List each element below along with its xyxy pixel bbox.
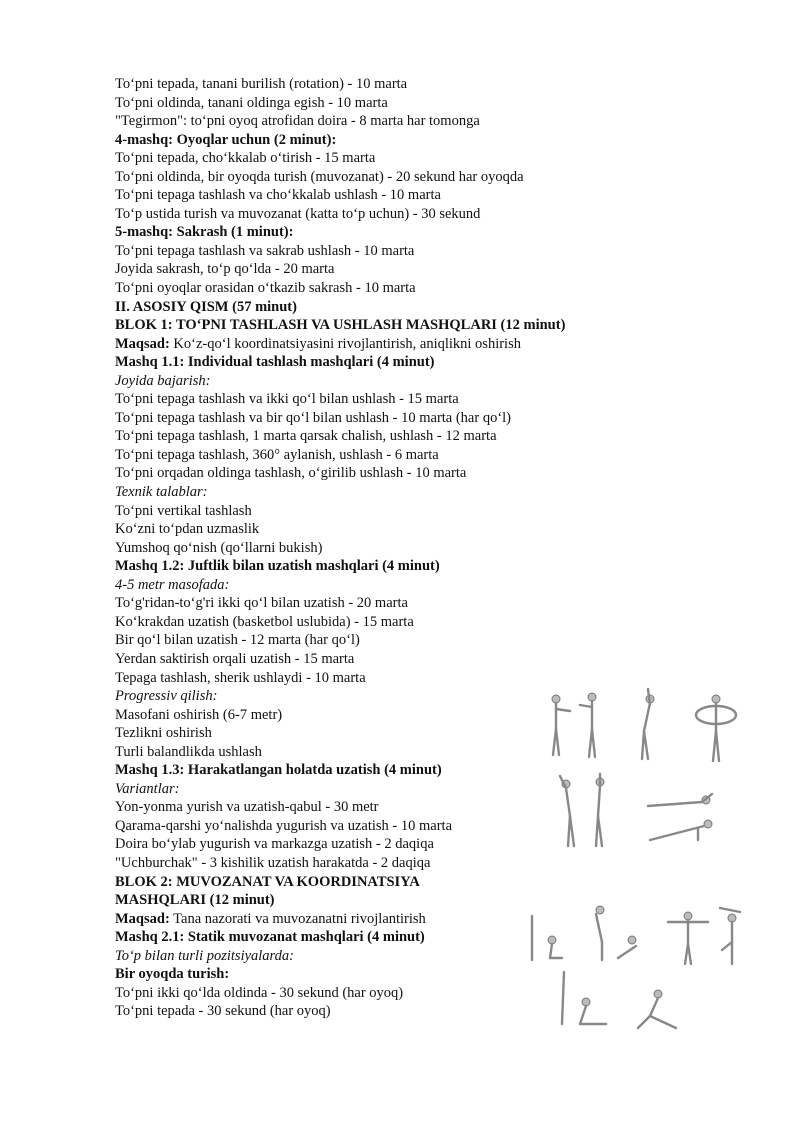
line-text: Tana nazorati va muvozanatni rivojlantirish <box>169 910 426 927</box>
gymnast-figures-icon <box>548 772 728 852</box>
text-line: MASHQLARI (12 minut) <box>115 892 275 909</box>
text-line: Mashq 1.2: Juftlik bilan uzatish mashqlari (4 minut) <box>115 558 440 575</box>
text-line: To‘g'ridan-to‘g'ri ikki qo‘l bilan uzatish - 20 marta <box>115 595 408 612</box>
text-line: Mashq 1.3: Harakatlangan holatda uzatish (4 minut) <box>115 762 442 779</box>
text-line: Texnik talablar: <box>115 484 208 501</box>
text-line: Turli balandlikda ushlash <box>115 743 262 760</box>
text-line: BLOK 2: MUVOZANAT VA KOORDINATSIYA <box>115 873 420 890</box>
text-line: "Tegirmon": to‘pni oyoq atrofidan doira - 8 marta har tomonga <box>115 113 480 130</box>
text-line: To‘pni tepaga tashlash, 360° aylanish, ushlash - 6 marta <box>115 446 439 463</box>
line-label: Maqsad: <box>115 910 170 927</box>
text-line: To‘pni tepaga tashlash va ikki qo‘l bilan ushlash - 15 marta <box>115 391 459 408</box>
document-body <box>115 75 755 1021</box>
text-line: To‘pni tepada, cho‘kkalab o‘tirish - 15 marta <box>115 150 376 167</box>
text-line: To‘pni tepaga tashlash va bir qo‘l bilan ushlash - 10 marta (har qo‘l) <box>115 409 512 426</box>
text-line: To‘pni tepaga tashlash va cho‘kkalab ushlash - 10 marta <box>115 187 441 204</box>
text-line: To‘pni tepada, tanani burilish (rotation) - 10 marta <box>115 76 408 92</box>
text-line: Mashq 2.1: Statik muvozanat mashqlari (4 minut) <box>115 929 425 946</box>
gymnast-figures-icon <box>540 685 750 767</box>
text-line: 5-mashq: Sakrash (1 minut): <box>115 224 294 241</box>
text-line: Joyida bajarish: <box>115 372 211 389</box>
exercise-figures-group-3 <box>522 902 752 1042</box>
text-line: To‘pni tepada - 30 sekund (har oyoq) <box>115 1003 331 1020</box>
text-line: Bir oyoqda turish: <box>115 966 230 983</box>
text-line: II. ASOSIY QISM (57 minut) <box>115 298 297 315</box>
text-line: To‘p ustida turish va muvozanat (katta to‘p uchun) - 30 sekund <box>115 205 481 222</box>
text-line: Tezlikni oshirish <box>115 725 212 742</box>
gymnast-figures-icon <box>522 902 752 1042</box>
line-text: Ko‘z-qo‘l koordinatsiyasini rivojlantirish, aniqlikni oshirish <box>169 335 521 352</box>
text-line: To‘pni vertikal tashlash <box>115 502 252 519</box>
line-label: Maqsad: <box>115 335 170 352</box>
exercise-figures-group-2 <box>548 772 728 852</box>
text-line: Joyida sakrash, to‘p qo‘lda - 20 marta <box>115 261 335 278</box>
exercise-figures-group-1 <box>540 685 750 767</box>
text-line: Tepaga tashlash, sherik ushlaydi - 10 marta <box>115 669 366 686</box>
text-line: 4-5 metr masofada: <box>115 576 230 593</box>
text-line: 4-mashq: Oyoqlar uchun (2 minut): <box>115 131 337 148</box>
text-line: Masofani oshirish (6-7 metr) <box>115 706 283 723</box>
text-line: To‘pni oyoqlar orasidan o‘tkazib sakrash - 10 marta <box>115 280 416 297</box>
text-line: Ko‘zni to‘pdan uzmaslik <box>115 521 260 538</box>
text-line: Mashq 1.1: Individual tashlash mashqlari (4 minut) <box>115 354 435 371</box>
text-line: Qarama-qarshi yo‘nalishda yugurish va uzatish - 10 marta <box>115 817 453 834</box>
text-line: To‘pni oldinda, bir oyoqda turish (muvozanat) - 20 sekund har oyoqda <box>115 168 524 185</box>
text-line: To‘pni tepaga tashlash va sakrab ushlash - 10 marta <box>115 242 415 259</box>
text-line <box>115 335 755 354</box>
text-line: To‘pni ikki qo‘lda oldinda - 30 sekund (har oyoq) <box>115 984 404 1001</box>
text-line: "Uchburchak" - 3 kishilik uzatish harakatda - 2 daqiqa <box>115 854 431 871</box>
text-line: To‘pni oldinda, tanani oldinga egish - 10 marta <box>115 94 388 111</box>
text-line: Yon-yonma yurish va uzatish-qabul - 30 metr <box>115 799 379 816</box>
text-line: Ko‘krakdan uzatish (basketbol uslubida) - 15 marta <box>115 613 414 630</box>
text-line: Variantlar: <box>115 780 180 797</box>
text-line: To‘pni tepaga tashlash, 1 marta qarsak chalish, ushlash - 12 marta <box>115 428 497 445</box>
text-line: Yumshoq qo‘nish (qo‘llarni bukish) <box>115 539 323 556</box>
text-line: BLOK 1: TO‘PNI TASHLASH VA USHLASH MASHQLARI (12 minut) <box>115 317 566 334</box>
text-line: Bir qo‘l bilan uzatish - 12 marta (har qo‘l) <box>115 632 360 649</box>
text-line: To‘pni orqadan oldinga tashlash, o‘girilib ushlash - 10 marta <box>115 465 467 482</box>
text-line: Yerdan saktirish orqali uzatish - 15 marta <box>115 650 355 667</box>
text-line: Doira bo‘ylab yugurish va markazga uzatish - 2 daqiqa <box>115 836 434 853</box>
text-line: Progressiv qilish: <box>115 688 218 705</box>
text-line: To‘p bilan turli pozitsiyalarda: <box>115 947 294 964</box>
